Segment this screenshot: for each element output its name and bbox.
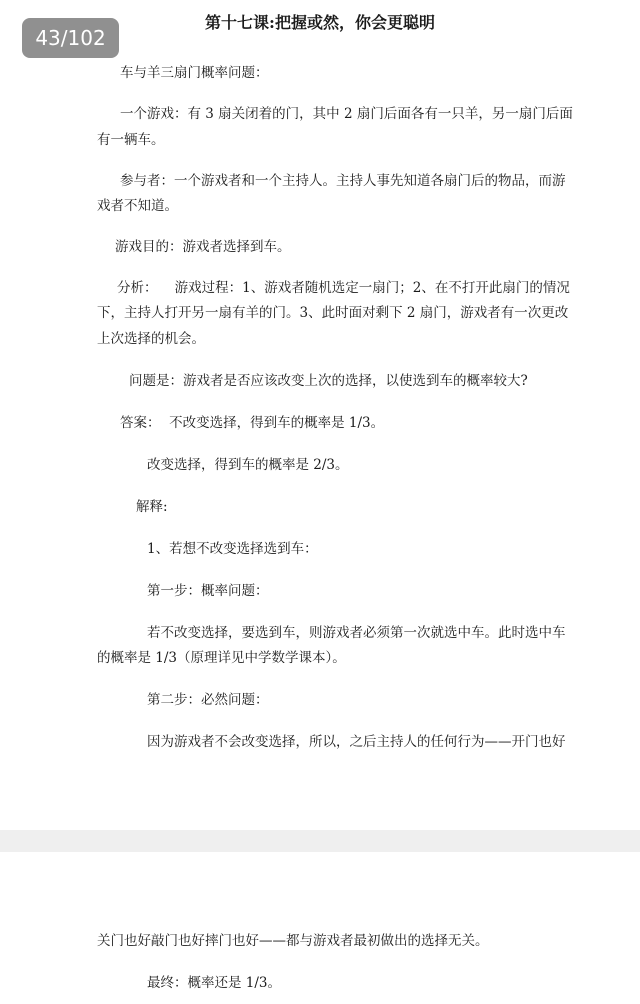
text-line-15: 第一步：概率问题： bbox=[147, 583, 269, 599]
text-line-19: 因为游戏者不会改变选择，所以，之后主持人的任何行为——开门也好 bbox=[147, 734, 566, 750]
lesson-title: 第十七课:把握或然，你会更聪明 bbox=[205, 13, 435, 32]
text-line-7: 分析： 游戏过程：1、游戏者随机选定一扇门；2、在不打开此扇门的情况 bbox=[117, 280, 570, 296]
text-line-10: 问题是：游戏者是否应该改变上次的选择，以使选到车的概率较大? bbox=[129, 373, 528, 389]
text-line-14: 1、若想不改变选择选到车： bbox=[147, 541, 318, 557]
text-line-18: 第二步：必然问题： bbox=[147, 692, 269, 708]
page-separator bbox=[0, 830, 640, 852]
text-line-1: 车与羊三扇门概率问题： bbox=[120, 65, 269, 81]
text-line-16: 若不改变选择，要选到车，则游戏者必须第一次就选中车。此时选中车 bbox=[147, 625, 566, 641]
text-line-5: 戏者不知道。 bbox=[97, 198, 178, 214]
text-line-11: 答案： 不改变选择，得到车的概率是 1/3。 bbox=[120, 415, 385, 431]
text-line-2: 一个游戏：有 3 扇关闭着的门，其中 2 扇门后面各有一只羊，另一扇门后面 bbox=[120, 106, 573, 122]
text-line-13: 解释: bbox=[136, 499, 168, 515]
text-line-6: 游戏目的：游戏者选择到车。 bbox=[115, 239, 291, 255]
page-counter-badge: 43/102 bbox=[22, 18, 119, 58]
document-page-44 bbox=[0, 852, 640, 1004]
text-line-9: 上次选择的机会。 bbox=[97, 331, 205, 347]
text-line-8: 下，主持人打开另一扇有羊的门。3、此时面对剩下 2 扇门，游戏者有一次更改 bbox=[97, 305, 569, 321]
text-line-4: 参与者：一个游戏者和一个主持人。主持人事先知道各扇门后的物品，而游 bbox=[120, 173, 566, 189]
text-line-17: 的概率是 1/3（原理详见中学数学课本）。 bbox=[97, 650, 346, 666]
text-line-3: 有一辆车。 bbox=[97, 132, 165, 148]
text-line-12: 改变选择，得到车的概率是 2/3。 bbox=[147, 457, 349, 473]
text-line-21: 最终：概率还是 1/3。 bbox=[147, 975, 282, 991]
text-line-20: 关门也好敲门也好摔门也好——都与游戏者最初做出的选择无关。 bbox=[97, 933, 489, 949]
